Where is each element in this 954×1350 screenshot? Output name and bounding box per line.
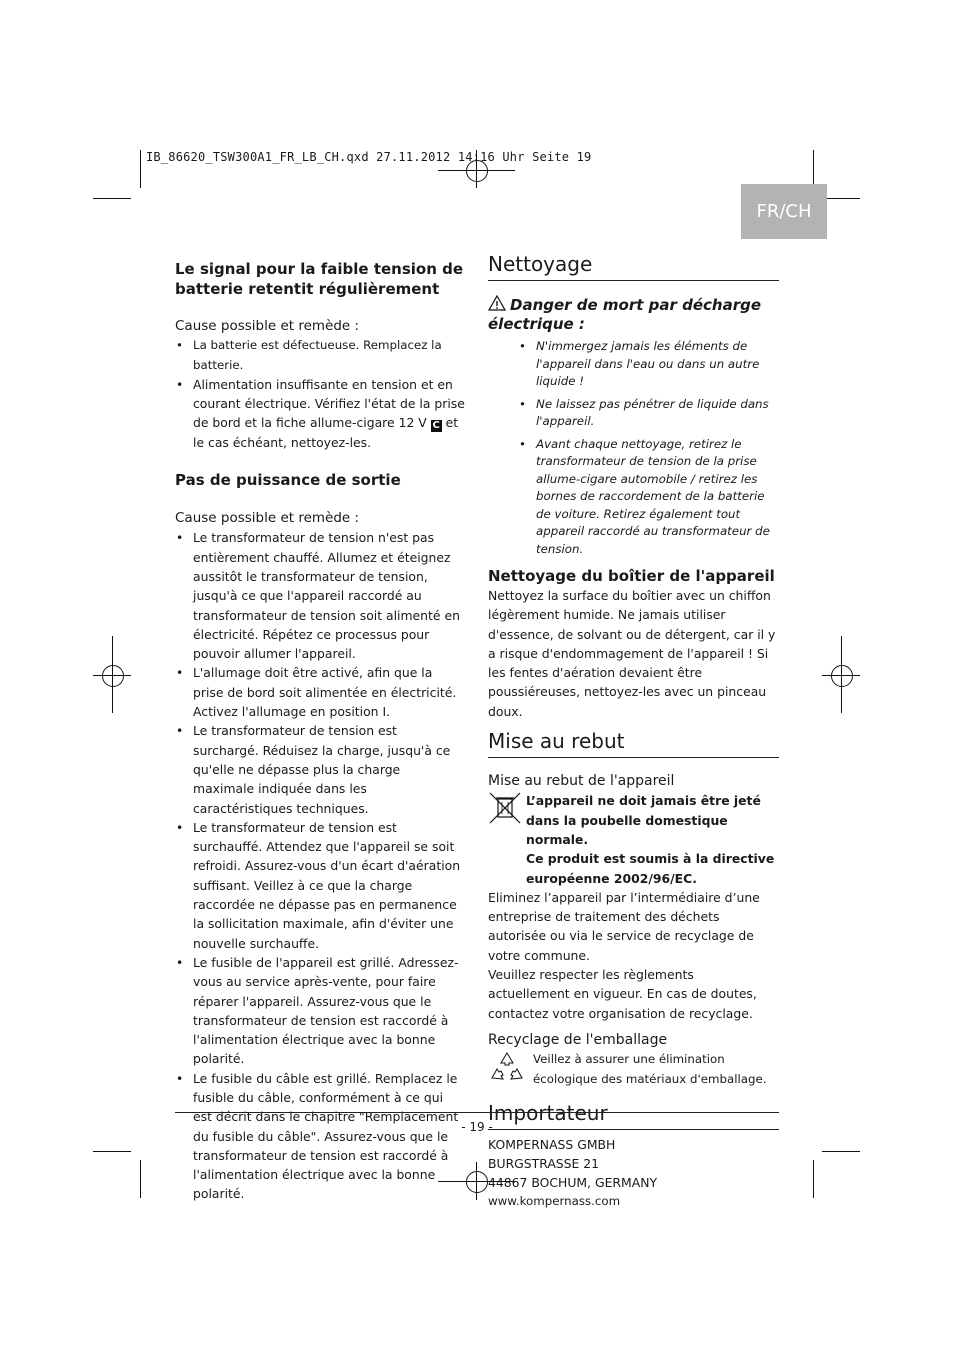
page-number: - 19 - — [461, 1120, 493, 1134]
paragraph: Eliminez l’appareil par l’intermédiaire d’une entreprise de traitement des déchets autorisée ou via le service de recyclage de votre commune. — [488, 889, 760, 963]
crop-mark — [813, 1160, 814, 1198]
left-column — [175, 250, 465, 1204]
list-item: • Le fusible de l'appareil est grillé. Adressez-vous au service après-vente, pour faire réparer l'appareil. Assurez-vous que le transformateur de tension est raccordé à l'alimentation électrique avec la bonne polarité. — [175, 953, 465, 1069]
importer-street: BURGSTRASSE 21 — [488, 1155, 600, 1171]
list-item: • N'immergez jamais les éléments de l'appareil dans l'eau ou dans un autre liquide ! — [518, 338, 779, 391]
bullet-list — [175, 336, 465, 452]
warning-triangle-icon — [488, 295, 506, 311]
bullet-list — [175, 528, 465, 1203]
paragraph: Nettoyez la surface du boîtier avec un chiffon légèrement humide. Ne jamais utiliser d'essence, de solvant ou de détergent, car il y a risque d'endommagement de l'appareil ! Si les fentes d'aération devaient être poussiéreuses, nettoyez-les avec un pinceau doux. — [488, 588, 776, 719]
warning-heading: Danger de mort par décharge électrique : — [488, 296, 762, 333]
crop-mark — [813, 150, 814, 188]
section-title: Importateur — [488, 1099, 779, 1130]
paragraph: Veillez à assurer une élimination écologique des matériaux d'emballage. — [533, 1052, 767, 1086]
crossed-bin-icon — [488, 791, 522, 825]
crop-mark — [822, 1151, 860, 1152]
cause-label: Cause possible et remède : — [175, 510, 360, 527]
cause-label: Cause possible et remède : — [175, 318, 360, 334]
list-item: • L'allumage doit être activé, afin que la prise de bord soit alimentée en électricité. Activez l'allumage en position I. — [175, 663, 465, 721]
list-item: • Le transformateur de tension est surchauffé. Attendez que l'appareil se soit refroidi. Assurez-vous d'un écart d'aération suffisant. Veillez à ce que la charge raccordée ne dépasse pas en permanence la sollicitation maximale, afin d'éviter une nouvelle surchauffe. — [175, 818, 465, 953]
section-title: Pas de puissance de sortie — [175, 471, 401, 490]
disposal-notice: L’appareil ne doit jamais être jeté dans la poubelle domestique normale. — [526, 793, 761, 847]
list-item: • Le transformateur de tension est surchargé. Réduisez la charge, jusqu'à ce qu'elle ne dépasse plus la charge maximale indiquée dans les caractéristiques techniques. — [175, 721, 465, 817]
bullet-list — [488, 338, 779, 558]
print-slug: IB_86620_TSW300A1_FR_LB_CH.qxd 27.11.2012 14:16 Uhr Seite 19 — [146, 150, 592, 164]
registration-circle — [466, 1171, 488, 1193]
recycling-icon — [488, 1050, 526, 1084]
crop-mark — [93, 1151, 131, 1152]
crop-mark — [822, 198, 860, 199]
paragraph: Veuillez respecter les règlements actuellement en vigueur. En cas de doutes, contactez votre organisation de recyclage. — [488, 967, 757, 1021]
importer-website: www.kompernass.com — [488, 1194, 621, 1209]
importer-name: KOMPERNASS GMBH — [488, 1136, 616, 1152]
list-item: • Alimentation insuffisante en tension et en courant électrique. Vérifiez l'état de la prise de bord et la fiche allume-cigare 12 V C et le cas échéant, nettoyez-les. — [175, 375, 465, 452]
registration-circle — [102, 665, 124, 687]
section-title: Le signal pour la faible tension de batterie retentit régulièrement — [175, 260, 464, 298]
registration-circle — [831, 665, 853, 687]
c-symbol-icon: C — [432, 420, 440, 432]
section-title: Nettoyage — [488, 250, 779, 281]
list-item: • Le transformateur de tension n'est pas entièrement chauffé. Allumez et éteignez aussitôt le transformateur de tension, jusqu'à ce que l'appareil raccordé au transformateur de tension soit alimenté en électricité. Répétez ce processus pour pouvoir allumer l'appareil. — [175, 528, 465, 663]
footer-rule — [175, 1112, 779, 1113]
list-item: • Avant chaque nettoyage, retirez le transformateur de tension de la prise allume-cigare automobile / retirez les bornes de raccordement de la batterie de voiture. Retirez également tout appareil raccordé au transformateur de tension. — [518, 436, 779, 559]
crop-mark — [140, 1160, 141, 1198]
importer-city: 44867 BOCHUM, GERMANY — [488, 1175, 658, 1191]
directive-notice: Ce produit est soumis à la directive européenne 2002/96/EC. — [526, 851, 775, 886]
subsection-title: Mise au rebut de l'appareil — [488, 773, 675, 790]
language-tab: FR/CH — [741, 184, 827, 239]
right-column — [488, 250, 779, 1212]
subsection-title: Nettoyage du boîtier de l'appareil — [488, 567, 775, 585]
subsection-title: Recyclage de l'emballage — [488, 1031, 668, 1048]
crop-mark — [93, 198, 131, 199]
list-item: • La batterie est défectueuse. Remplacez la batterie. — [175, 336, 465, 375]
section-title: Mise au rebut — [488, 727, 779, 758]
list-item: • Ne laissez pas pénétrer de liquide dans l'appareil. — [518, 396, 779, 431]
crop-mark — [140, 150, 141, 188]
list-item: • Le fusible du câble est grillé. Remplacez le fusible du câble, conformément à ce qui est décrit dans le chapitre "Remplacement du fusible du câble". Assurez-vous que le transformateur de tension est raccordé à l'alimentation électrique avec la bonne polarité. — [175, 1069, 465, 1204]
